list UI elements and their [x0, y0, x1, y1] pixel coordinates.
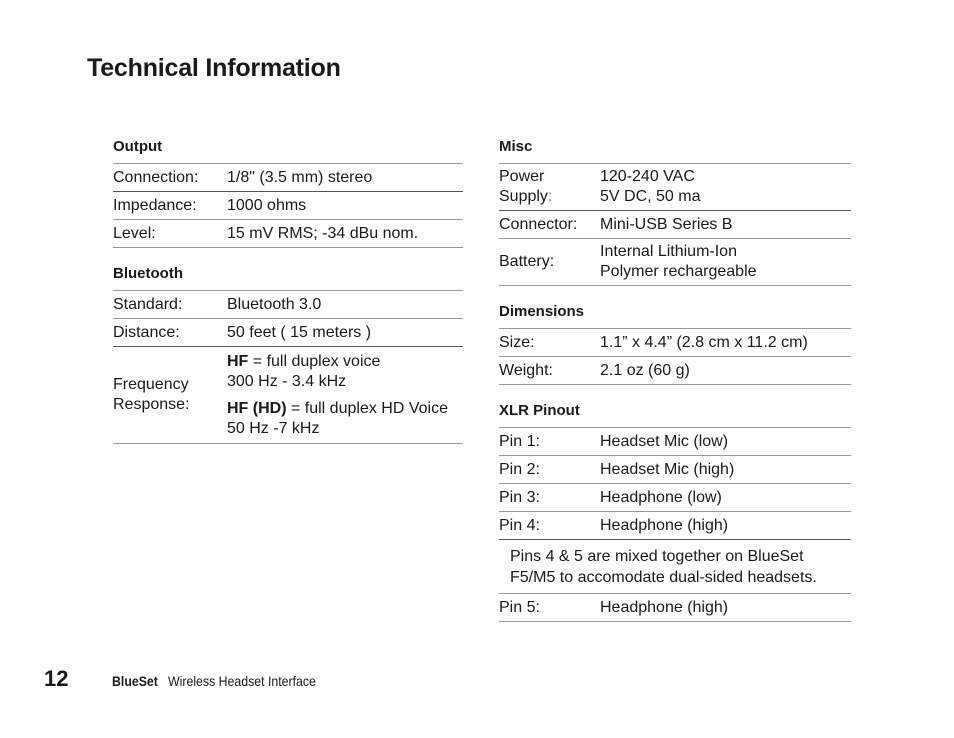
- spec-label: Pin 5:: [499, 598, 540, 616]
- spec-row-pin-5: [499, 594, 851, 622]
- spec-row-pin-3: [499, 484, 851, 512]
- spec-row-connector: [499, 211, 851, 239]
- spec-row-pin-1: [499, 428, 851, 456]
- spec-row-connection: [113, 164, 463, 192]
- page-footer: [44, 666, 336, 696]
- power-label-line-2: [499, 187, 600, 207]
- spec-row-weight: [499, 357, 851, 385]
- spec-value: [600, 167, 851, 207]
- spec-value: Headset Mic (low): [600, 432, 729, 450]
- hf-label: HF: [227, 352, 249, 370]
- spec-row-level: [113, 220, 463, 248]
- spec-label: [499, 167, 600, 207]
- footer-brand: BlueSet: [112, 673, 158, 689]
- spec-value: 1.1” x 4.4” (2.8 cm x 11.2 cm): [600, 333, 808, 351]
- spec-row-distance: [113, 319, 463, 347]
- hfhd-desc: = full duplex HD Voice: [286, 399, 448, 417]
- spec-row-frequency-response: [113, 347, 463, 444]
- spec-label: Pin 1:: [499, 432, 540, 450]
- spec-value: Headphone (high): [600, 516, 729, 534]
- spec-value: 1000 ohms: [227, 196, 307, 214]
- spec-label: Standard:: [113, 295, 183, 313]
- xlr-pinout-heading: XLR Pinout: [499, 385, 851, 428]
- battery-value-line-1: Internal Lithium-Ion: [600, 243, 737, 260]
- spec-value: Headphone (high): [600, 598, 729, 616]
- hf-range: 300 Hz - 3.4 kHz: [227, 372, 347, 390]
- battery-value-line-2: Polymer rechargeable: [600, 263, 757, 280]
- spec-row-impedance: [113, 192, 463, 220]
- spec-label: Pin 2:: [499, 460, 540, 478]
- spec-value: Mini-USB Series B: [600, 215, 733, 233]
- pinout-note-text: [510, 546, 817, 588]
- spec-label: Weight:: [499, 361, 553, 379]
- hfhd-range: 50 Hz -7 kHz: [227, 419, 320, 437]
- spec-row-standard: [113, 291, 463, 319]
- spec-value: 1/8" (3.5 mm) stereo: [227, 168, 373, 186]
- page-number: 12: [44, 666, 69, 691]
- hfhd-line: [227, 399, 463, 419]
- hfhd-label: HF (HD): [227, 399, 287, 417]
- spec-label: Battery:: [499, 253, 555, 270]
- spec-row-battery: [499, 239, 851, 286]
- output-heading: Output: [113, 136, 463, 164]
- hf-desc: = full duplex voice: [248, 352, 381, 370]
- spec-value: Bluetooth 3.0: [227, 295, 322, 313]
- spec-row-pin-2: [499, 456, 851, 484]
- page-title: Technical Information: [87, 54, 341, 82]
- right-spec-column: [499, 136, 851, 622]
- spec-value: Headset Mic (high): [600, 460, 735, 478]
- power-label-colon: :: [547, 188, 553, 205]
- note-line-1: Pins 4 & 5 are mixed together on BlueSet: [510, 547, 804, 565]
- spec-row-size: [499, 329, 851, 357]
- spec-label: Distance:: [113, 323, 180, 341]
- hf-line: [227, 352, 463, 372]
- footer-description: Wireless Headset Interface: [168, 673, 317, 689]
- pinout-note: [499, 540, 851, 594]
- spec-label: Impedance:: [113, 196, 197, 214]
- spec-label: [113, 375, 227, 415]
- spec-label: Size:: [499, 333, 535, 351]
- spec-value: 15 mV RMS; -34 dBu nom.: [227, 224, 419, 242]
- spec-label: Pin 4:: [499, 516, 540, 534]
- freq-label-line-2: Response:: [113, 396, 190, 413]
- spec-label: Connector:: [499, 215, 578, 233]
- power-value-line-2: 5V DC, 50 ma: [600, 188, 701, 205]
- left-spec-column: [113, 136, 463, 444]
- spec-label: Connection:: [113, 168, 199, 186]
- spec-value: Headphone (low): [600, 488, 722, 506]
- bluetooth-heading: Bluetooth: [113, 248, 463, 291]
- spec-value: 50 feet ( 15 meters ): [227, 323, 372, 341]
- dimensions-heading: Dimensions: [499, 286, 851, 329]
- power-label-line-1: Power: [499, 168, 545, 185]
- note-line-2: F5/M5 to accomodate dual-sided headsets.: [510, 568, 817, 586]
- power-value-line-1: 120-240 VAC: [600, 168, 695, 185]
- spec-label: Pin 3:: [499, 488, 540, 506]
- spec-row-power-supply: [499, 164, 851, 211]
- spec-value: [227, 352, 463, 439]
- spec-value: [600, 242, 851, 282]
- spec-value: 2.1 oz (60 g): [600, 361, 690, 379]
- spec-label: Level:: [113, 224, 156, 242]
- power-label-text: Supply: [499, 188, 548, 205]
- freq-label-line-1: Frequency: [113, 376, 189, 393]
- misc-heading: Misc: [499, 136, 851, 164]
- spec-row-pin-4: [499, 512, 851, 540]
